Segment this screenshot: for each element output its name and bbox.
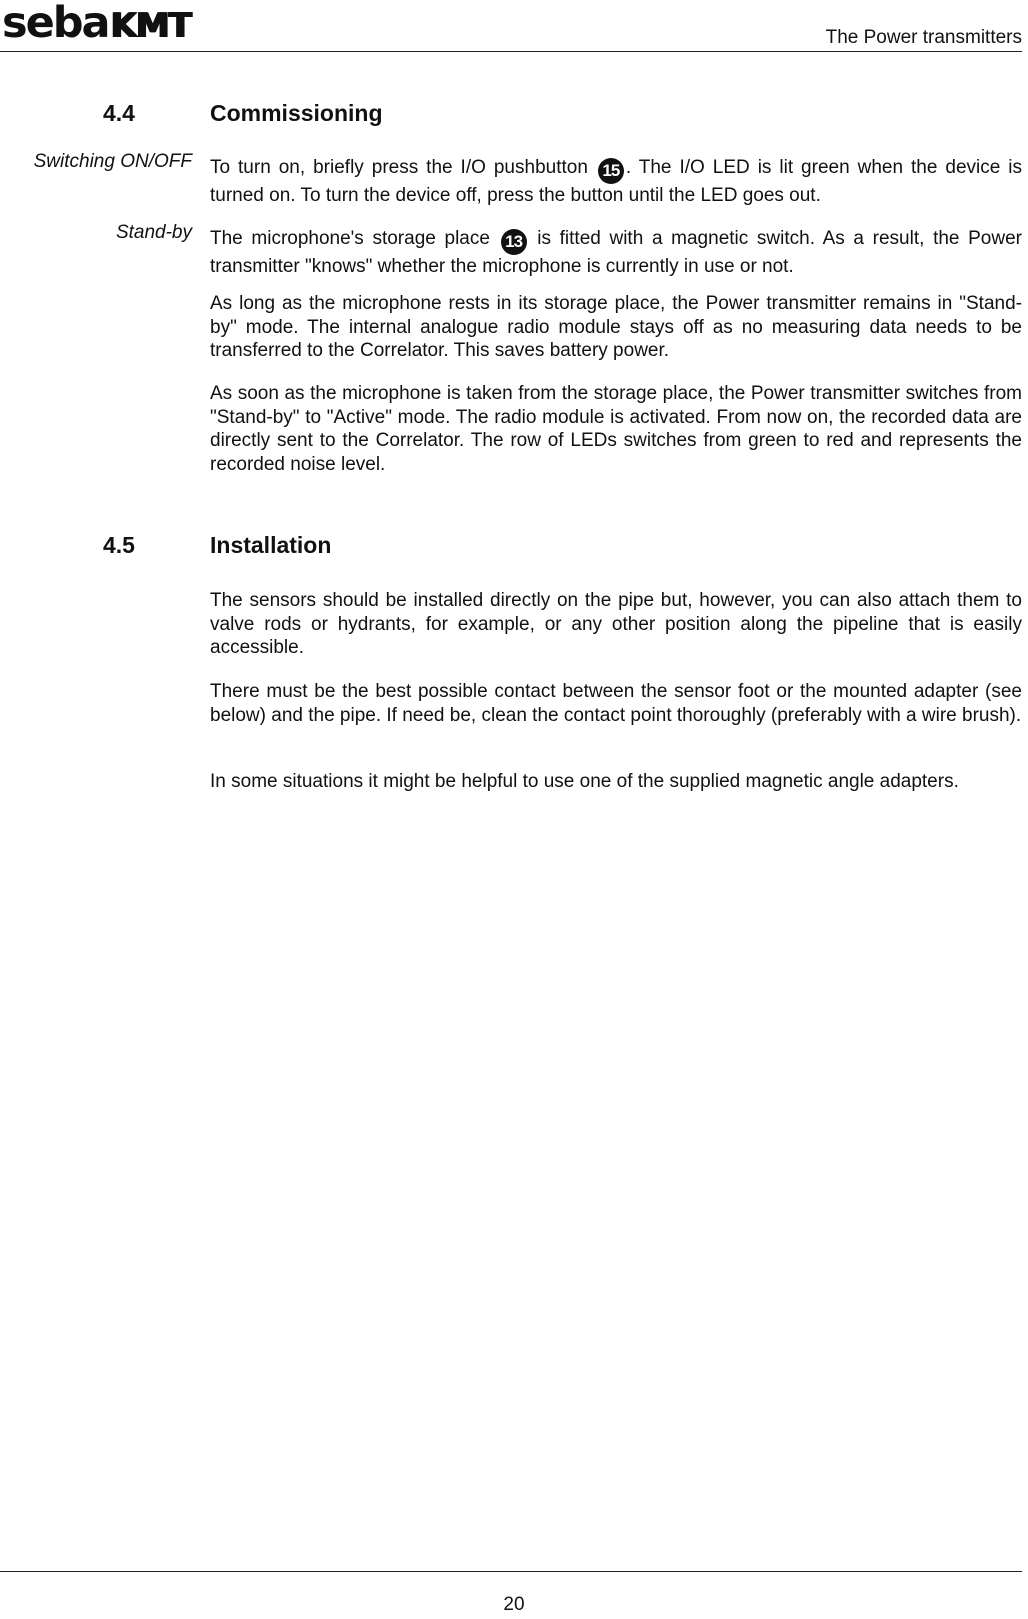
paragraph-angle-adapters: In some situations it might be helpful to use one of the supplied magnetic angle adapters. bbox=[210, 771, 959, 792]
reference-badge-15: 15 bbox=[598, 158, 624, 184]
paragraph-standby-mode: As long as the microphone rests in its storage place, the Power transmitter remains in "Stand-by" mode. The internal analogue radio module stays off as no measuring data needs to be transferred to the Correlator. This saves battery power. bbox=[210, 293, 1022, 362]
sebakmt-logo bbox=[2, 0, 191, 49]
section-title: Commissioning bbox=[210, 100, 383, 126]
section-title: Installation bbox=[210, 532, 332, 558]
paragraph-contact: There must be the best possible contact between the sensor foot or the mounted adapter (see below) and the pipe. If need be, clean the contact point thoroughly (preferably with a wire brush). bbox=[210, 681, 1022, 726]
paragraph-text: is fitted with a magnetic switch. As a result, the Power transmitter "knows" whether the microphone is currently in use or not. bbox=[210, 228, 1022, 277]
section-heading-commissioning bbox=[103, 99, 383, 127]
reference-badge-13: 13 bbox=[501, 229, 527, 255]
margin-note-standby: Stand-by bbox=[115, 222, 192, 243]
margin-note-switching: Switching ON/OFF bbox=[33, 151, 192, 172]
header-title: The Power transmitters bbox=[825, 27, 1022, 48]
logo-kmt-text: KMT bbox=[110, 6, 191, 46]
page-header bbox=[0, 0, 1028, 54]
section-number: 4.5 bbox=[103, 532, 135, 558]
section-heading-installation bbox=[103, 531, 331, 559]
logo-seba-text: seba bbox=[2, 0, 109, 48]
paragraph-active-mode: As soon as the microphone is taken from the storage place, the Power transmitter switches from "Stand-by" to "Active" mode. The radio module is activated. From now on, the recorded data are directly sent to the Correlator. The row of LEDs switches from green to red and represents the recorded noise level. bbox=[210, 383, 1022, 476]
paragraph-standby-switch bbox=[210, 227, 1022, 279]
header-divider bbox=[0, 51, 1022, 52]
paragraph-text: To turn on, briefly press the I/O pushbutton bbox=[210, 157, 596, 178]
paragraph-text: . The I/O LED is lit green when the device is turned on. To turn the device off, press the button until the LED goes out. bbox=[210, 157, 1022, 206]
paragraph-switching bbox=[210, 156, 1022, 208]
page-number: 20 bbox=[503, 1594, 525, 1615]
paragraph-text: The microphone's storage place bbox=[210, 228, 499, 249]
footer-divider bbox=[0, 1571, 1022, 1572]
paragraph-install-location: The sensors should be installed directly on the pipe but, however, you can also attach them to valve rods or hydrants, for example, or any other position along the pipeline that is easily accessible. bbox=[210, 590, 1022, 659]
section-number: 4.4 bbox=[103, 100, 135, 126]
